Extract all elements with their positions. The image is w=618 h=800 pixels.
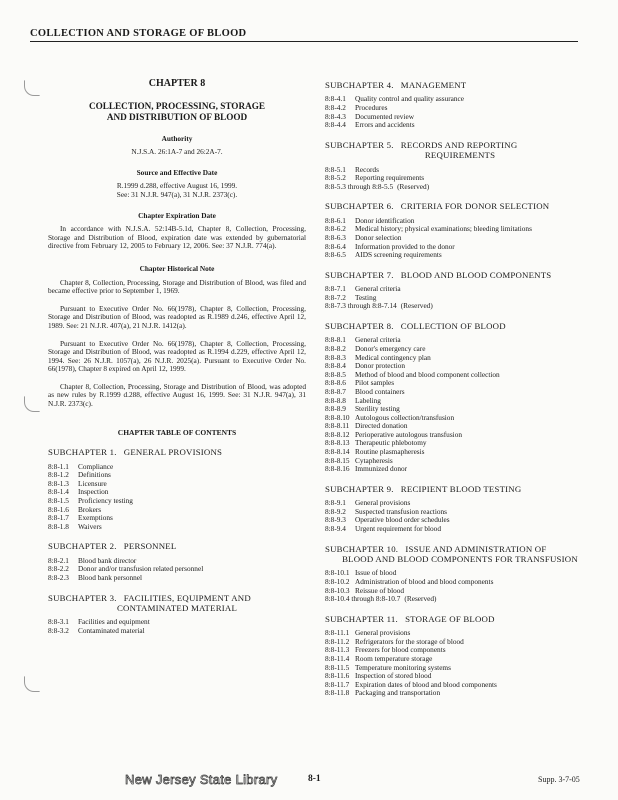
source-line: R.1999 d.288, effective August 16, 1999. [116, 181, 238, 191]
section-number: 8:8-8.7 [325, 386, 346, 396]
section-number: 8:8-8.13 [325, 438, 350, 448]
subchapter-label: SUBCHAPTER 7. [325, 269, 394, 280]
section-title: Procedures [355, 103, 388, 112]
section-title: General provisions [355, 628, 411, 638]
section-item [48, 574, 306, 583]
section-number: 8:8-4.3 [325, 111, 346, 121]
section-title: Contaminated material [78, 626, 145, 635]
section-item [325, 251, 595, 260]
section-item [48, 627, 306, 636]
subchapter-label: SUBCHAPTER 10. [325, 543, 399, 554]
section-number: 8:8-1.5 [48, 496, 69, 506]
section-title: Records [355, 164, 379, 174]
section-title: Routine plasmapheresis [355, 447, 425, 457]
section-list [48, 557, 306, 583]
section-number: 8:8-11.6 [325, 671, 350, 681]
subchapter-title: CRITERIA FOR DONOR SELECTION [400, 201, 550, 212]
section-item [325, 595, 595, 604]
subchapter-heading [325, 270, 595, 280]
section-number: 8:8-6.3 [325, 232, 346, 242]
subchapter-label: SUBCHAPTER 2. [48, 541, 117, 552]
section-title: Definitions [78, 470, 111, 480]
section-number: 8:8-3.2 [48, 626, 69, 635]
section-title: Donor protection [355, 361, 406, 371]
section-number: 8:8-11.8 [325, 688, 350, 698]
section-number: 8:8-1.2 [48, 470, 69, 480]
section-title: Room temperature storage [355, 654, 433, 663]
subchapter-title-continued: CONTAMINATED MATERIAL [116, 603, 238, 613]
section-number: 8:8-6.2 [325, 224, 346, 234]
supplement-date: Supp. 3-7-05 [538, 775, 580, 784]
section-list [325, 336, 595, 474]
section-number: 8:8-1.3 [48, 478, 69, 488]
section-number: 8:8-4.4 [325, 120, 346, 130]
section-title: Information provided to the donor [355, 241, 455, 251]
section-title: Administration of blood and blood components [355, 577, 494, 587]
section-title: Proficiency testing [78, 496, 133, 506]
section-number: 8:8-10.2 [325, 577, 350, 587]
section-number: 8:8-2.3 [48, 573, 69, 582]
history-paragraph: Chapter 8, Collection, Processing, Storage and Distribution of Blood, was adopted as new rules by R.1999 d.288, effective August 16, 1999. See: 31 N.J.R. 947(a), 31 N.J.R. 2373(c). [48, 381, 306, 409]
left-column [48, 80, 306, 646]
running-header: COLLECTION AND STORAGE OF BLOOD [30, 28, 578, 42]
section-number: 8:8-7.3 through 8:8-7.14 [325, 301, 397, 311]
section-title: (Reserved) [404, 594, 437, 604]
section-title: Packaging and transportation [355, 688, 441, 698]
section-number: 8:8-5.3 through 8:8-5.5 [325, 181, 394, 191]
section-number: 8:8-8.2 [325, 343, 346, 353]
subchapter-label: SUBCHAPTER 11. [325, 613, 398, 624]
right-column [325, 80, 595, 708]
source-line: See: 31 N.J.R. 947(a), 31 N.J.R. 2373(c). [116, 189, 238, 199]
section-title: Suspected transfusion reactions [355, 506, 447, 516]
section-list [48, 463, 306, 532]
subchapter-title: COLLECTION OF BLOOD [400, 320, 506, 331]
section-number: 8:8-7.1 [325, 284, 346, 294]
section-title: General criteria [355, 335, 401, 345]
subchapter-title: RECORDS AND REPORTING [400, 139, 518, 150]
margin-mark [24, 396, 40, 412]
section-number: 8:8-5.2 [325, 173, 346, 183]
section-number: 8:8-8.12 [325, 429, 350, 439]
section-title: Donor and/or transfusion related personnel [78, 564, 204, 574]
section-title: Donor identification [355, 215, 415, 225]
section-list [325, 629, 595, 698]
section-list [325, 285, 595, 311]
source-text [48, 182, 306, 199]
subchapter-title-continued: BLOOD AND BLOOD COMPONENTS FOR TRANSFUSION [342, 554, 578, 565]
section-title: Medical contingency plan [355, 352, 431, 362]
chapter-number: CHAPTER 8 [148, 78, 206, 89]
subchapter-heading [325, 544, 595, 565]
source-heading: Source and Effective Date [136, 167, 218, 177]
chapter-title-line: COLLECTION, PROCESSING, STORAGE [89, 100, 265, 111]
chapter-title-line: AND DISTRIBUTION OF BLOOD [106, 111, 248, 122]
section-title: Errors and accidents [355, 120, 415, 130]
section-number: 8:8-10.3 [325, 585, 350, 595]
section-title: Directed donation [355, 421, 408, 431]
section-title: Medical history; physical examinations; bleeding limitations [355, 224, 532, 234]
section-number: 8:8-8.1 [325, 335, 346, 345]
subchapter-label: SUBCHAPTER 3. [48, 592, 117, 603]
page-number: 8-1 [308, 774, 321, 784]
authority-text: N.J.S.A. 26:1A-7 and 26:2A-7. [131, 147, 223, 157]
subchapter-heading [325, 321, 595, 331]
history-paragraph: Pursuant to Executive Order No. 66(1978), Chapter 8, Collection, Processing, Storage and Distribution of Blood, was readopted as R.1989 d.246, effective April 12, 1989. See: 21 N.J.R. 407(a), 21 N.J.R. 1412(a). [48, 303, 306, 330]
section-title: Operative blood order schedules [355, 515, 450, 525]
subchapter-title: STORAGE OF BLOOD [405, 613, 495, 624]
section-item [48, 523, 306, 532]
section-number: 8:8-1.6 [48, 504, 69, 514]
section-title: Autologous collection/transfusion [355, 412, 455, 422]
section-number: 8:8-2.2 [48, 564, 69, 574]
section-number: 8:8-8.8 [325, 395, 346, 405]
section-number: 8:8-11.2 [325, 636, 350, 646]
expiration-heading: Chapter Expiration Date [138, 210, 216, 220]
section-number: 8:8-1.7 [48, 513, 69, 523]
section-title: (Reserved) [400, 301, 433, 311]
section-title: AIDS screening requirements [355, 250, 442, 260]
section-title: Pilot samples [355, 378, 395, 388]
subchapter-title: RECIPIENT BLOOD TESTING [400, 483, 522, 494]
toc-right [325, 80, 595, 698]
section-title: Perioperative autologous transfusion [355, 429, 462, 439]
section-title: Immunized donor [355, 464, 408, 474]
subchapter-label: SUBCHAPTER 1. [48, 447, 117, 458]
history-heading: Chapter Historical Note [139, 263, 215, 273]
section-title: Licensure [78, 478, 107, 488]
section-title: Cytapheresis [355, 455, 393, 465]
section-number: 8:8-6.1 [325, 215, 346, 225]
section-list [48, 618, 306, 635]
section-number: 8:8-10.4 through 8:8-10.7 [325, 594, 401, 604]
subchapter-heading [48, 447, 306, 457]
section-number: 8:8-8.6 [325, 378, 346, 388]
section-number: 8:8-5.1 [325, 164, 346, 174]
history-paragraph: Chapter 8, Collection, Processing, Storage and Distribution of Blood, was filed and became effective prior to September 1, 1969. [48, 277, 306, 296]
section-title: Inspection [78, 487, 109, 497]
section-title: (Reserved) [397, 181, 430, 191]
section-number: 8:8-9.2 [325, 506, 346, 516]
section-list [325, 95, 595, 129]
section-number: 8:8-3.1 [48, 617, 69, 627]
section-item [325, 525, 595, 534]
section-title: Inspection of stored blood [355, 671, 432, 681]
subchapter-title: ISSUE AND ADMINISTRATION OF [405, 543, 547, 554]
section-list [325, 217, 595, 260]
section-title: General criteria [355, 284, 401, 294]
subchapter-title: GENERAL PROVISIONS [123, 447, 223, 458]
section-number: 8:8-2.1 [48, 555, 69, 565]
section-title: Facilities and equipment [78, 617, 150, 627]
section-title: Donor's emergency care [355, 343, 426, 353]
section-number: 8:8-11.1 [325, 628, 350, 638]
library-stamp: New Jersey State Library [125, 772, 278, 787]
section-item [325, 302, 595, 311]
section-title: Freezers for blood components [355, 645, 446, 655]
section-title: Reissue of blood [355, 585, 405, 595]
section-number: 8:8-9.4 [325, 524, 346, 534]
section-title: General provisions [355, 498, 411, 508]
subchapter-title: FACILITIES, EQUIPMENT AND [123, 592, 251, 603]
subchapter-title: PERSONNEL [123, 541, 177, 552]
section-number: 8:8-6.5 [325, 250, 346, 260]
toc-heading: CHAPTER TABLE OF CONTENTS [117, 427, 237, 437]
margin-mark [24, 676, 40, 692]
section-title: Expiration dates of blood and blood components [355, 679, 497, 689]
subchapter-title: BLOOD AND BLOOD COMPONENTS [400, 269, 552, 280]
section-number: 8:8-8.9 [325, 404, 346, 414]
section-number: 8:8-8.10 [325, 412, 350, 422]
section-number: 8:8-1.1 [48, 461, 69, 471]
section-title: Labeling [355, 395, 381, 405]
subchapter-title: MANAGEMENT [400, 80, 467, 90]
section-title: Waivers [78, 521, 102, 531]
section-number: 8:8-1.8 [48, 521, 69, 531]
section-title: Blood containers [355, 386, 405, 396]
section-title: Temperature monitoring systems [355, 662, 451, 672]
subchapter-heading [325, 614, 595, 624]
section-list [325, 569, 595, 603]
expiration-text: In accordance with N.J.S.A. 52:14B-5.1d, Chapter 8, Collection, Processing, Storage and Distribution of Blood, expiration date was extended by gubernatorial directive from February 12, 2005 to February 12, 2006. See: 37 N.J.R. 774(a). [48, 224, 306, 251]
subchapter-label: SUBCHAPTER 4. [325, 80, 394, 90]
section-title: Compliance [78, 461, 114, 471]
subchapter-heading [48, 541, 306, 551]
section-title: Urgent requirement for blood [355, 524, 441, 534]
section-title: Donor selection [355, 232, 402, 242]
section-number: 8:8-10.1 [325, 568, 350, 578]
subchapter-heading [325, 484, 595, 494]
section-number: 8:8-8.3 [325, 352, 346, 362]
section-title: Documented review [355, 111, 414, 121]
section-title: Blood bank director [78, 555, 137, 565]
section-title: Quality control and quality assurance [355, 94, 465, 104]
section-title: Sterility testing [355, 404, 400, 414]
section-number: 8:8-6.4 [325, 241, 346, 251]
section-number: 8:8-9.3 [325, 515, 346, 525]
section-number: 8:8-8.4 [325, 361, 346, 371]
subchapter-title-continued: REQUIREMENTS [424, 150, 496, 161]
margin-mark [24, 80, 40, 96]
section-title: Exemptions [78, 513, 113, 523]
history-paragraph: Pursuant to Executive Order No. 66(1978), Chapter 8, Collection, Processing, Storage and Distribution of Blood, was readopted as R.1994 d.229, effective April 12, 1994. See: 26 N.J.R. 1057(a), 26 N.J.R. 2025(a). Pursuant to Executive Order No. 66(1978), Chapter 8 expired on April 12, 1999. [48, 338, 306, 374]
subchapter-heading [325, 80, 595, 90]
subchapter-label: SUBCHAPTER 9. [325, 483, 394, 494]
section-item [325, 689, 595, 698]
subchapter-label: SUBCHAPTER 8. [325, 320, 394, 331]
authority-heading: Authority [161, 133, 193, 143]
section-number: 8:8-8.14 [325, 447, 350, 457]
subchapter-heading [325, 201, 595, 211]
section-number: 8:8-11.5 [325, 662, 350, 672]
section-number: 8:8-8.5 [325, 369, 346, 379]
section-title: Testing [355, 292, 377, 302]
section-title: Issue of blood [355, 568, 397, 578]
section-number: 8:8-9.1 [325, 498, 346, 508]
section-list [325, 499, 595, 533]
section-title: Refrigerators for the storage of blood [355, 636, 464, 646]
section-number: 8:8-7.2 [325, 292, 346, 302]
section-title: Brokers [78, 504, 102, 514]
section-number: 8:8-8.11 [325, 421, 350, 431]
section-number: 8:8-4.1 [325, 94, 346, 104]
section-item [325, 183, 595, 192]
subchapter-label: SUBCHAPTER 6. [325, 201, 394, 212]
section-number: 8:8-11.4 [325, 654, 350, 663]
toc-left [48, 447, 306, 635]
subchapter-heading [325, 140, 595, 161]
section-number: 8:8-11.3 [325, 645, 350, 655]
section-title: Therapeutic phlebotomy [355, 438, 427, 448]
section-item [325, 465, 595, 474]
chapter-title [48, 101, 306, 123]
section-number: 8:8-8.16 [325, 464, 350, 474]
subchapter-heading [48, 593, 306, 614]
section-number: 8:8-11.7 [325, 679, 350, 689]
section-item [325, 121, 595, 130]
section-title: Reporting requirements [355, 173, 425, 183]
subchapter-label: SUBCHAPTER 5. [325, 139, 394, 150]
section-title: Blood bank personnel [78, 573, 143, 582]
section-title: Method of blood and blood component collection [355, 369, 500, 379]
section-list [325, 166, 595, 192]
section-number: 8:8-4.2 [325, 103, 346, 112]
section-number: 8:8-1.4 [48, 487, 69, 497]
section-number: 8:8-8.15 [325, 455, 350, 465]
